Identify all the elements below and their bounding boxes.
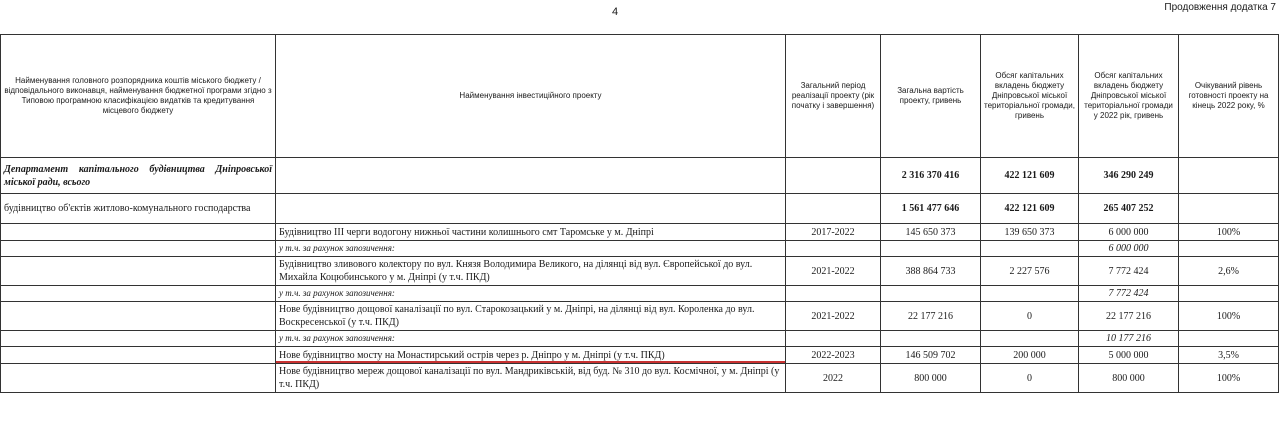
project-capital: 139 650 373 <box>981 224 1079 241</box>
project-capital-2022: 800 000 <box>1079 364 1179 393</box>
project-capital: 0 <box>981 364 1079 393</box>
project-period: 2022 <box>786 364 881 393</box>
program-readiness-empty <box>1179 194 1279 224</box>
project-name-text: Нове будівництво мосту на Монастирський острів через р. Дніпро у м. Дніпрі (у т.ч. ПКД) <box>279 349 665 361</box>
sub-cost-empty <box>881 331 981 347</box>
project-readiness: 2,6% <box>1179 257 1279 286</box>
row-responsible-empty <box>1 364 276 393</box>
borrowing-value: 7 772 424 <box>1079 286 1179 302</box>
sub-period-empty <box>786 241 881 257</box>
project-cost: 146 509 702 <box>881 347 981 364</box>
project-name: Будівництво III черги водогону нижньої частини колишнього смт Таромське у м. Дніпрі <box>276 224 786 241</box>
project-capital: 2 227 576 <box>981 257 1079 286</box>
sub-capital-empty <box>981 331 1079 347</box>
row-responsible-empty <box>1 347 276 364</box>
sub-capital-empty <box>981 241 1079 257</box>
department-capital: 422 121 609 <box>981 158 1079 194</box>
table-row <box>1 364 1279 393</box>
table-row <box>1 224 1279 241</box>
project-period: 2017-2022 <box>786 224 881 241</box>
borrowing-label: у т.ч. за рахунок запозичення: <box>276 331 786 347</box>
sub-cost-empty <box>881 286 981 302</box>
sub-readiness-empty <box>1179 331 1279 347</box>
row-responsible-empty <box>1 302 276 331</box>
project-capital-2022: 7 772 424 <box>1079 257 1179 286</box>
header-responsible: Найменування головного розпорядника коштів міського бюджету / відповідального виконавця, найменування бюджетної програми згідно з Типовою програмною класифікацією видатків та кредитування місцевого бюджету <box>1 35 276 158</box>
borrowing-label: у т.ч. за рахунок запозичення: <box>276 241 786 257</box>
row-responsible-empty <box>1 224 276 241</box>
page-number: 4 <box>612 6 619 18</box>
borrowing-value: 10 177 216 <box>1079 331 1179 347</box>
project-capital: 0 <box>981 302 1079 331</box>
program-period-empty <box>786 194 881 224</box>
table-subrow <box>1 331 1279 347</box>
program-total-cost: 1 561 477 646 <box>881 194 981 224</box>
department-name: Департамент капітального будівництва Дніпровської міської ради, всього <box>1 158 276 194</box>
department-readiness-empty <box>1179 158 1279 194</box>
row-responsible-empty <box>1 286 276 302</box>
header-row <box>1 35 1279 158</box>
sub-capital-empty <box>981 286 1079 302</box>
sub-readiness-empty <box>1179 241 1279 257</box>
project-period: 2022-2023 <box>786 347 881 364</box>
header-readiness: Очікуваний рівень готовності проекту на кінець 2022 року, % <box>1179 35 1279 158</box>
program-capital: 422 121 609 <box>981 194 1079 224</box>
header-period: Загальний період реалізації проекту (рік початку і завершення) <box>786 35 881 158</box>
project-capital-2022: 6 000 000 <box>1079 224 1179 241</box>
project-cost: 145 650 373 <box>881 224 981 241</box>
row-responsible-empty <box>1 257 276 286</box>
sub-readiness-empty <box>1179 286 1279 302</box>
sub-period-empty <box>786 331 881 347</box>
project-cost: 22 177 216 <box>881 302 981 331</box>
investment-projects-table <box>0 34 1279 393</box>
table-subrow <box>1 286 1279 302</box>
row-responsible-empty <box>1 331 276 347</box>
table-row <box>1 257 1279 286</box>
project-period: 2021-2022 <box>786 302 881 331</box>
project-readiness: 100% <box>1179 302 1279 331</box>
project-readiness: 100% <box>1179 364 1279 393</box>
project-capital-2022: 5 000 000 <box>1079 347 1179 364</box>
sub-cost-empty <box>881 241 981 257</box>
project-name: Нове будівництво мереж дощової каналізації по вул. Мандриківській, від буд. № 310 до вул. Космічної, у м. Дніпрі (у т.ч. ПКД) <box>276 364 786 393</box>
project-readiness: 3,5% <box>1179 347 1279 364</box>
program-capital-2022: 265 407 252 <box>1079 194 1179 224</box>
project-name: Нове будівництво дощової каналізації по вул. Старокозацький у м. Дніпрі, на ділянці від вул. Короленка до вул. Воскресенської (у т.ч. ПКД) <box>276 302 786 331</box>
header-capital-2022: Обсяг капітальних вкладень бюджету Дніпровської міської територіальної громади у 2022 рік, гривень <box>1079 35 1179 158</box>
department-row <box>1 158 1279 194</box>
department-period-empty <box>786 158 881 194</box>
table-subrow <box>1 241 1279 257</box>
project-cost: 800 000 <box>881 364 981 393</box>
project-name <box>276 347 786 364</box>
project-readiness: 100% <box>1179 224 1279 241</box>
project-name: Будівництво зливового колектору по вул. Князя Володимира Великого, на ділянці від вул. Європейської до вул. Михайла Коцюбинського у м. Дніпрі (у т.ч. ПКД) <box>276 257 786 286</box>
borrowing-label: у т.ч. за рахунок запозичення: <box>276 286 786 302</box>
program-name: будівництво об'єктів житлово-комунального господарства <box>1 194 276 224</box>
project-period: 2021-2022 <box>786 257 881 286</box>
department-capital-2022: 346 290 249 <box>1079 158 1179 194</box>
sub-period-empty <box>786 286 881 302</box>
borrowing-value: 6 000 000 <box>1079 241 1179 257</box>
project-capital-2022: 22 177 216 <box>1079 302 1179 331</box>
table-row <box>1 302 1279 331</box>
department-total-cost: 2 316 370 416 <box>881 158 981 194</box>
program-project-empty <box>276 194 786 224</box>
project-capital: 200 000 <box>981 347 1079 364</box>
continuation-label: Продовження додатка 7 <box>1164 2 1276 13</box>
program-row <box>1 194 1279 224</box>
header-project-name: Найменування інвестиційного проекту <box>276 35 786 158</box>
row-responsible-empty <box>1 241 276 257</box>
header-capital: Обсяг капітальних вкладень бюджету Дніпровської міської територіальної громади, гривень <box>981 35 1079 158</box>
header-total-cost: Загальна вартість проекту, гривень <box>881 35 981 158</box>
project-cost: 388 864 733 <box>881 257 981 286</box>
department-project-empty <box>276 158 786 194</box>
highlight-underline <box>276 361 785 363</box>
table-row-highlighted <box>1 347 1279 364</box>
